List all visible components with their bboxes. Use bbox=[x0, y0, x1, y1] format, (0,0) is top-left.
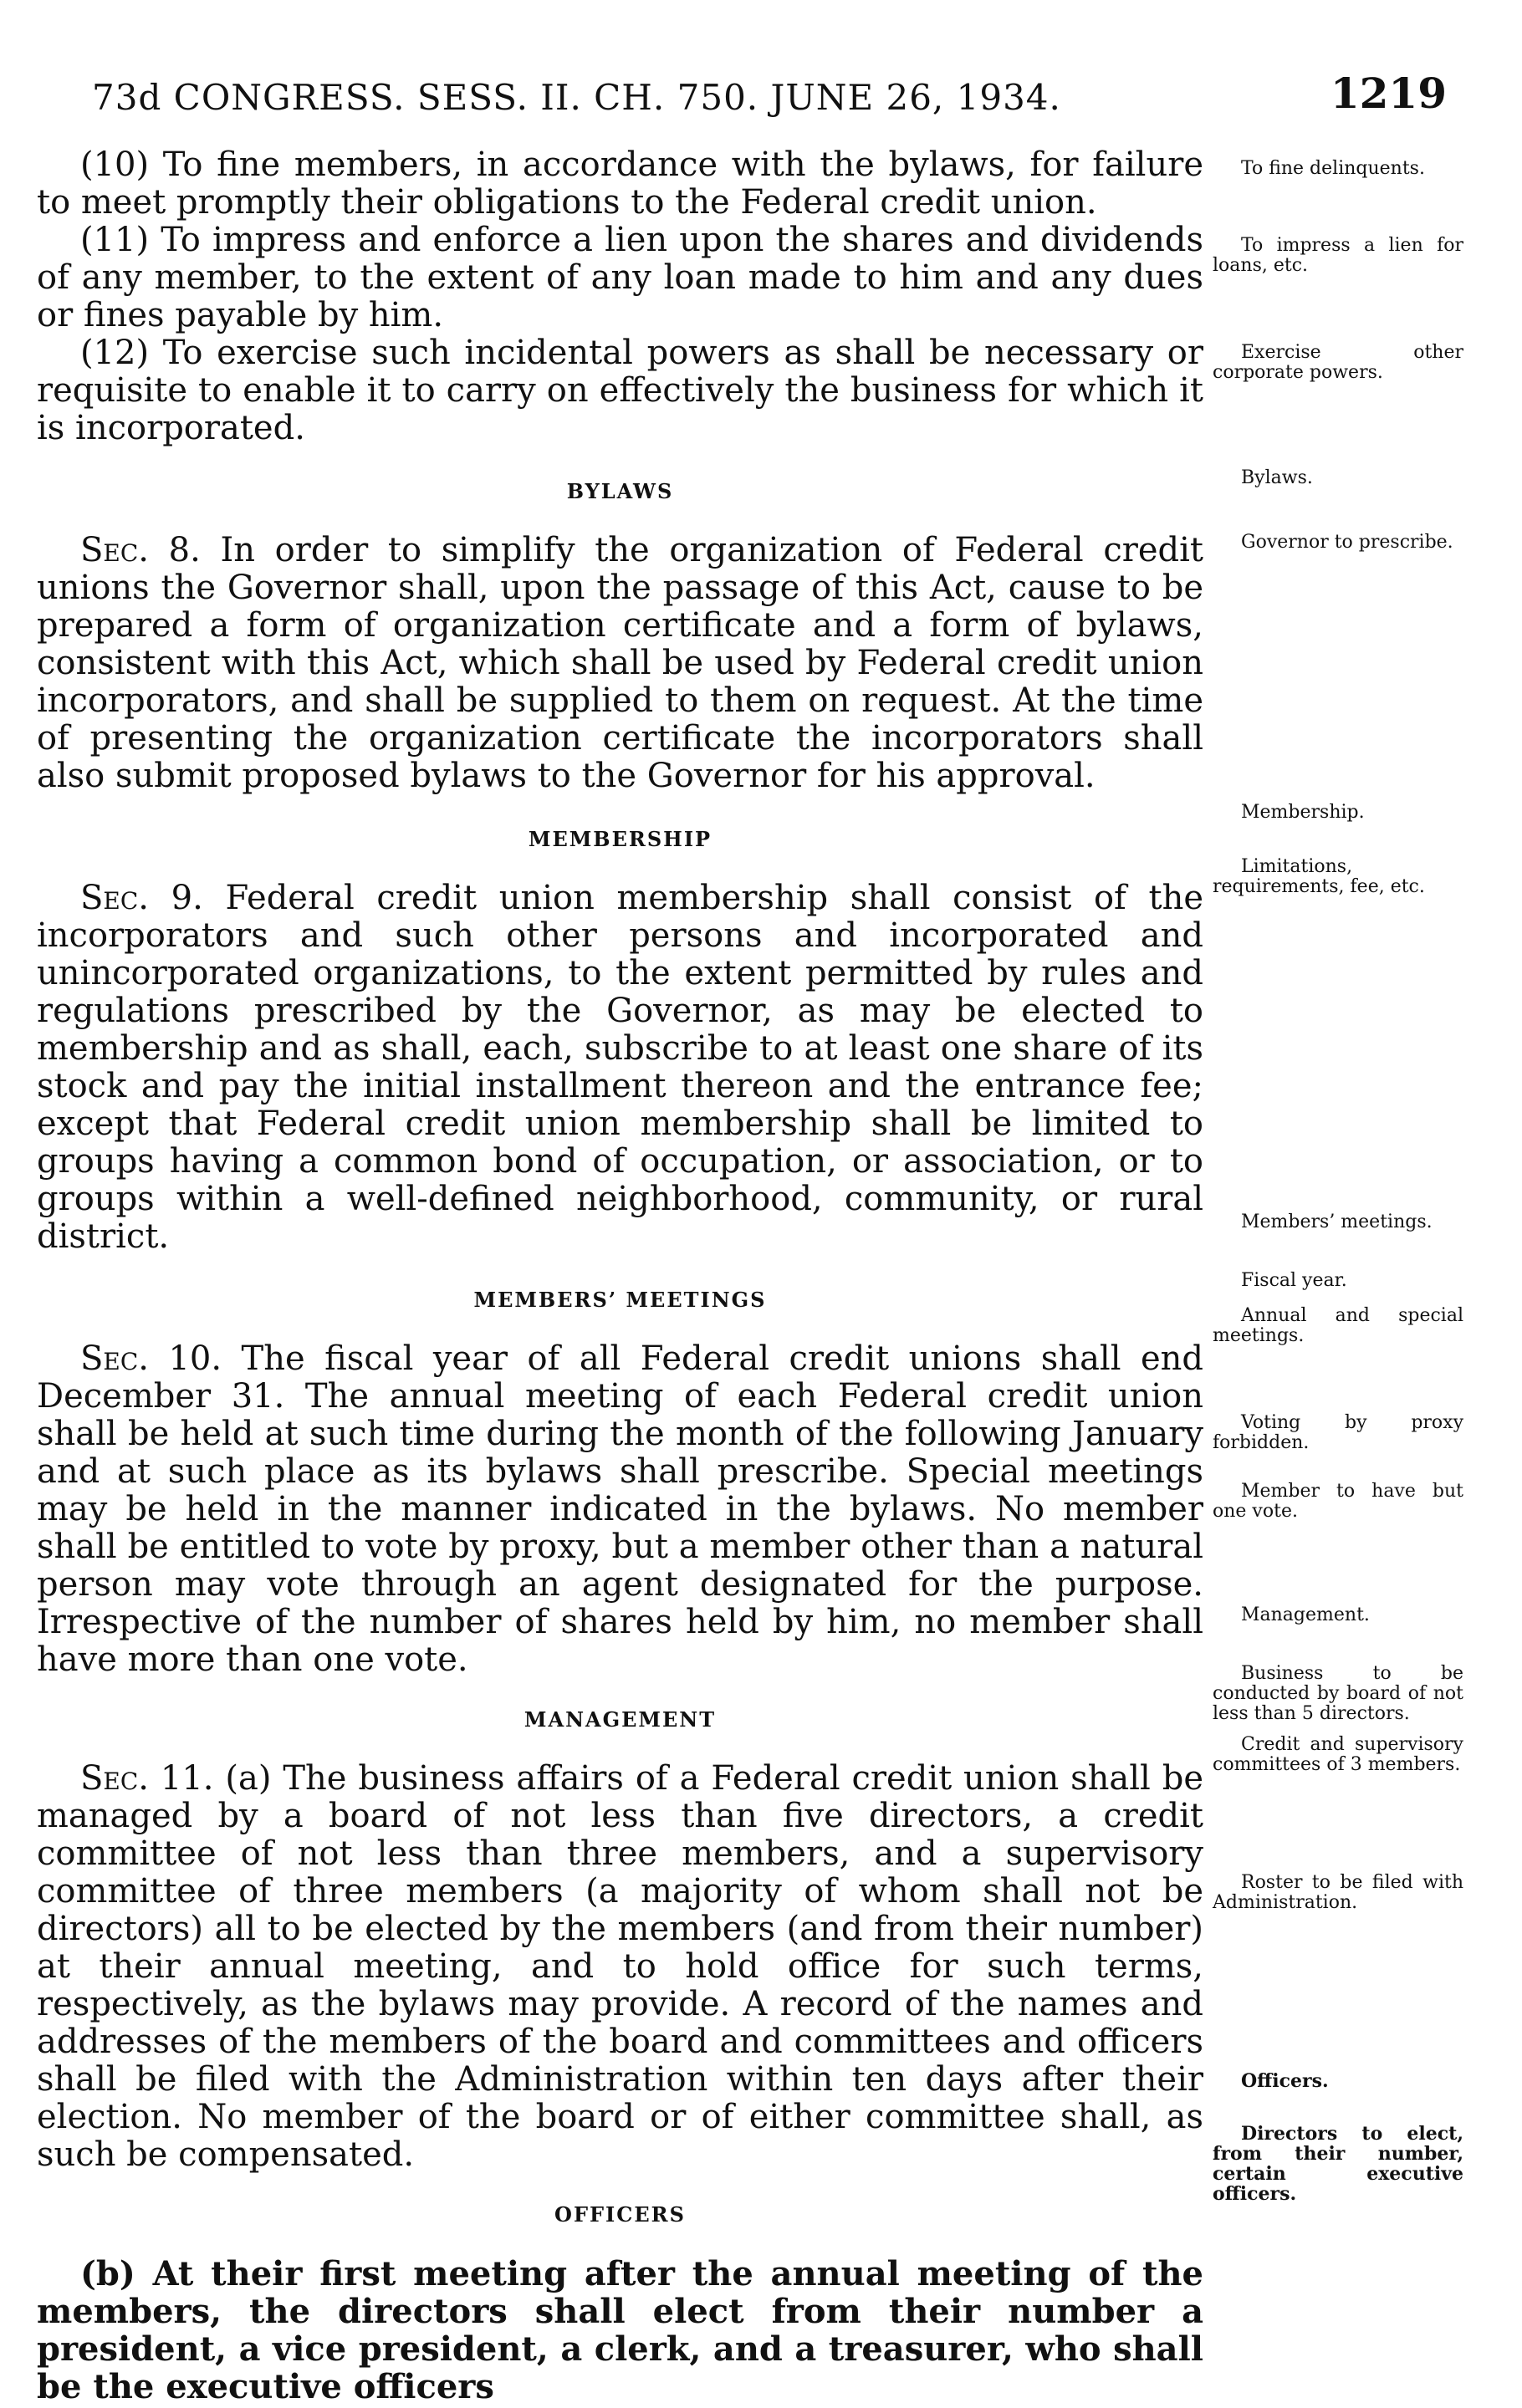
note-members-meetings: Members’ meetings. bbox=[1241, 1212, 1433, 1232]
note-membership: Membership. bbox=[1241, 802, 1365, 823]
note-management: Management. bbox=[1241, 1604, 1370, 1625]
paragraph-10: (10) To fine members, in accordance with the bylaws, for failure to meet promptly their obligations to the Federal credit union. bbox=[37, 145, 1203, 222]
heading-members-meetings: MEMBERS’ MEETINGS bbox=[473, 1288, 767, 1312]
statute-body bbox=[37, 146, 1203, 2405]
note-directors-elect: Directors to elect, from their number, certain executive officers. bbox=[1213, 2123, 1463, 2205]
section-9-text: Federal credit union membership shall consist of the incorporators and such other persons and incorporated and unincorporated organizations, to the extent permitted by rules and regulations prescribed by the Governor, as may be elected to membership and as shall, each, subscribe to at least one share of its stock and pay the initial installment thereon and the entrance fee; except that Federal credit union membership shall be limited to groups having a common bond of occupation, or association, or to groups within a well-defined neighborhood, community, or rural district. bbox=[37, 879, 1204, 1256]
section-8 bbox=[37, 532, 1203, 795]
section-11-text: (a) The business affairs of a Federal credit union shall be managed by a board of not less than five directors, a credit committee of not less than three members, and a supervisory committee of three members (a majority of whom shall not be directors) all to be elected by the members (and from their number) at their annual meeting, and to hold office for such terms, respectively, as the bylaws may provide. A record of the names and addresses of the members of the board and committees and officers shall be filed with the Administration within ten days after their election. No member of the board or of either committee shall, as such be compensated. bbox=[37, 1759, 1203, 2174]
section-10-label: Sec. 10. bbox=[80, 1339, 222, 1378]
note-lien: To impress a lien for loans, etc. bbox=[1213, 235, 1463, 276]
note-bylaws: Bylaws. bbox=[1241, 467, 1313, 488]
section-9 bbox=[37, 880, 1203, 1256]
note-business: Business to be conducted by board of not less than 5 directors. bbox=[1213, 1663, 1463, 1724]
section-10-text: The fiscal year of all Federal credit unions shall end December 31. The annual meeting of each Federal credit union shall be held at such time during the month of the following January and at such place as its bylaws shall prescribe. Special meetings may be held in the manner indicated in the bylaws. No member shall be entitled to vote by proxy, but a member other than a natural person may vote through an agent designated for the purpose. Irrespective of the number of shares held by him, no member shall have more than one vote. bbox=[37, 1339, 1204, 1679]
note-fine: To fine delinquents. bbox=[1241, 158, 1425, 179]
note-roster: Roster to be filed with Administration. bbox=[1213, 1872, 1463, 1913]
heading-officers: OFFICERS bbox=[554, 2202, 686, 2227]
section-10 bbox=[37, 1340, 1203, 1679]
heading-membership: MEMBERSHIP bbox=[528, 827, 712, 851]
margin-notes bbox=[1213, 0, 1497, 2408]
note-governor: Governor to prescribe. bbox=[1241, 532, 1453, 553]
note-officers: Officers. bbox=[1241, 2070, 1329, 2092]
note-powers: Exercise other corporate powers. bbox=[1213, 342, 1463, 383]
note-one-vote: Member to have but one vote. bbox=[1213, 1481, 1463, 1522]
heading-bylaws: BYLAWS bbox=[566, 479, 674, 503]
paragraph-12: (12) To exercise such incidental powers as shall be necessary or requisite to enable it to carry on effectively the business for which it is incorporated. bbox=[37, 334, 1203, 447]
section-8-text: In order to simplify the organization of Federal credit unions the Governor shall, upon the passage of this Act, cause to be prepared a form of organization certificate and a form of bylaws, consistent with this Act, which shall be used by Federal credit union incorporators, and shall be supplied to them on request. At the time of presenting the organization certificate the incorporators shall also submit proposed bylaws to the Governor for his approval. bbox=[37, 531, 1203, 795]
section-11 bbox=[37, 1760, 1203, 2174]
section-8-label: Sec. 8. bbox=[80, 531, 201, 569]
paragraph-11: (11) To impress and enforce a lien upon the shares and dividends of any member, to the extent of any loan made to him and any dues or fines payable by him. bbox=[37, 221, 1203, 334]
note-proxy: Voting by proxy forbidden. bbox=[1213, 1412, 1463, 1453]
note-annual-special: Annual and special meetings. bbox=[1213, 1305, 1463, 1346]
paragraph-b: (b) At their first meeting after the annual meeting of the members, the directors shall elect from their number a president, a vice president, a clerk, and a treasurer, who shall be the executive officers bbox=[37, 2254, 1203, 2406]
running-head-title: 73d CONGRESS. SESS. II. CH. 750. JUNE 26, 1934. bbox=[92, 77, 1061, 118]
note-limitations: Limitations, requirements, fee, etc. bbox=[1213, 856, 1425, 897]
heading-management: MANAGEMENT bbox=[524, 1707, 717, 1732]
note-committees: Credit and supervisory committees of 3 members. bbox=[1213, 1734, 1463, 1775]
page-number: 1219 bbox=[1330, 69, 1447, 118]
note-fiscal-year: Fiscal year. bbox=[1241, 1270, 1347, 1291]
section-9-label: Sec. 9. bbox=[80, 879, 203, 917]
section-11-label: Sec. 11. bbox=[80, 1759, 214, 1798]
